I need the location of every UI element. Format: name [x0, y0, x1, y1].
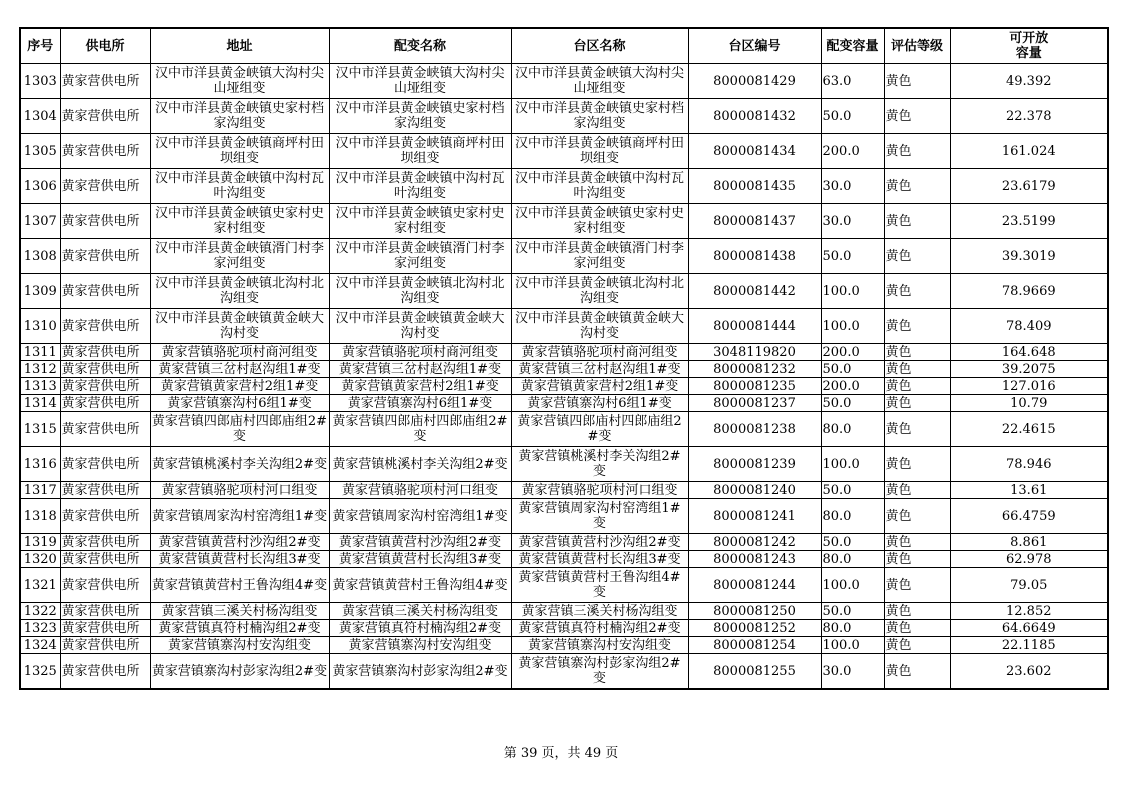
cell-transformer-name: 黄家营镇三溪关村杨沟组变: [329, 603, 511, 620]
cell-transformer-name: 汉中市洋县黄金峡镇大沟村尖山垭组变: [329, 64, 511, 99]
cell-station: 黄家营供电所: [60, 274, 150, 309]
table-row: [20, 274, 1108, 309]
header-row: [20, 28, 1108, 64]
cell-level: 黄色: [884, 654, 950, 690]
cell-area-name: 黄家营镇黄营村长沟组3#变: [511, 551, 688, 568]
cell-area-name: 黄家营镇三岔村赵沟组1#变: [511, 361, 688, 378]
cell-station: 黄家营供电所: [60, 361, 150, 378]
table-row: [20, 551, 1108, 568]
cell-area-code: 8000081241: [688, 499, 821, 534]
header-station: 供电所: [60, 28, 150, 64]
cell-area-code: 8000081237: [688, 395, 821, 412]
cell-area-code: 8000081235: [688, 378, 821, 395]
cell-station: 黄家营供电所: [60, 64, 150, 99]
cell-area-code: 8000081429: [688, 64, 821, 99]
cell-capacity: 80.0: [821, 551, 884, 568]
cell-area-name: 黄家营镇桃溪村李关沟组2#变: [511, 447, 688, 482]
cell-area-code: 8000081238: [688, 412, 821, 447]
table-row: [20, 361, 1108, 378]
cell-level: 黄色: [884, 534, 950, 551]
cell-area-name: 汉中市洋县黄金峡镇湑门村李家河组变: [511, 239, 688, 274]
cell-open-capacity: 78.946: [950, 447, 1108, 482]
cell-level: 黄色: [884, 412, 950, 447]
cell-level: 黄色: [884, 395, 950, 412]
cell-station: 黄家营供电所: [60, 378, 150, 395]
cell-open-capacity: 10.79: [950, 395, 1108, 412]
cell-capacity: 80.0: [821, 620, 884, 637]
table-body: [20, 64, 1108, 690]
cell-address: 黄家营镇黄营村长沟组3#变: [150, 551, 329, 568]
cell-no: 1303: [20, 64, 60, 99]
cell-area-name: 黄家营镇寨沟村彭家沟组2#变: [511, 654, 688, 690]
cell-area-name: 汉中市洋县黄金峡镇中沟村瓦叶沟组变: [511, 169, 688, 204]
cell-level: 黄色: [884, 169, 950, 204]
header-no: 序号: [20, 28, 60, 64]
cell-capacity: 50.0: [821, 534, 884, 551]
cell-area-name: 黄家营镇骆驼项村河口组变: [511, 482, 688, 499]
cell-station: 黄家营供电所: [60, 654, 150, 690]
cell-open-capacity: 66.4759: [950, 499, 1108, 534]
cell-address: 黄家营镇黄营村王鲁沟组4#变: [150, 568, 329, 603]
header-area-name: 台区名称: [511, 28, 688, 64]
cell-no: 1307: [20, 204, 60, 239]
cell-area-code: 8000081232: [688, 361, 821, 378]
cell-transformer-name: 黄家营镇黄营村王鲁沟组4#变: [329, 568, 511, 603]
cell-capacity: 30.0: [821, 204, 884, 239]
table-row: [20, 412, 1108, 447]
cell-level: 黄色: [884, 361, 950, 378]
cell-station: 黄家营供电所: [60, 412, 150, 447]
cell-address: 汉中市洋县黄金峡镇黄金峡大沟村变: [150, 309, 329, 344]
cell-area-name: 汉中市洋县黄金峡镇北沟村北沟组变: [511, 274, 688, 309]
page-footer: 第 39 页，共 49 页: [503, 746, 619, 761]
cell-open-capacity: 161.024: [950, 134, 1108, 169]
cell-transformer-name: 黄家营镇寨沟村彭家沟组2#变: [329, 654, 511, 690]
cell-area-name: 黄家营镇骆驼项村商河组变: [511, 344, 688, 361]
cell-transformer-name: 黄家营镇骆驼项村河口组变: [329, 482, 511, 499]
cell-level: 黄色: [884, 344, 950, 361]
cell-address: 汉中市洋县黄金峡镇北沟村北沟组变: [150, 274, 329, 309]
cell-no: 1314: [20, 395, 60, 412]
cell-transformer-name: 汉中市洋县黄金峡镇史家村史家村组变: [329, 204, 511, 239]
cell-address: 黄家营镇四郎庙村四郎庙组2#变: [150, 412, 329, 447]
cell-no: 1309: [20, 274, 60, 309]
cell-no: 1304: [20, 99, 60, 134]
cell-open-capacity: 13.61: [950, 482, 1108, 499]
table-row: [20, 239, 1108, 274]
cell-capacity: 100.0: [821, 568, 884, 603]
table-row: [20, 447, 1108, 482]
cell-level: 黄色: [884, 499, 950, 534]
cell-station: 黄家营供电所: [60, 499, 150, 534]
cell-station: 黄家营供电所: [60, 603, 150, 620]
table-row: [20, 637, 1108, 654]
cell-station: 黄家营供电所: [60, 344, 150, 361]
cell-capacity: 50.0: [821, 482, 884, 499]
cell-transformer-name: 黄家营镇寨沟村安沟组变: [329, 637, 511, 654]
cell-area-code: 8000081244: [688, 568, 821, 603]
table-row: [20, 499, 1108, 534]
cell-address: 黄家营镇骆驼项村河口组变: [150, 482, 329, 499]
cell-station: 黄家营供电所: [60, 99, 150, 134]
cell-station: 黄家营供电所: [60, 309, 150, 344]
cell-no: 1306: [20, 169, 60, 204]
cell-open-capacity: 164.648: [950, 344, 1108, 361]
cell-open-capacity: 39.3019: [950, 239, 1108, 274]
cell-no: 1312: [20, 361, 60, 378]
cell-open-capacity: 127.016: [950, 378, 1108, 395]
cell-open-capacity: 8.861: [950, 534, 1108, 551]
header-transformer-name: 配变名称: [329, 28, 511, 64]
cell-area-name: 汉中市洋县黄金峡镇商坪村田坝组变: [511, 134, 688, 169]
cell-area-code: 8000081242: [688, 534, 821, 551]
cell-no: 1324: [20, 637, 60, 654]
cell-area-name: 汉中市洋县黄金峡镇大沟村尖山垭组变: [511, 64, 688, 99]
cell-area-code: 8000081434: [688, 134, 821, 169]
cell-station: 黄家营供电所: [60, 204, 150, 239]
cell-capacity: 50.0: [821, 603, 884, 620]
cell-station: 黄家营供电所: [60, 534, 150, 551]
cell-area-code: 8000081432: [688, 99, 821, 134]
cell-no: 1325: [20, 654, 60, 690]
cell-address: 黄家营镇骆驼项村商河组变: [150, 344, 329, 361]
cell-transformer-name: 汉中市洋县黄金峡镇史家村档家沟组变: [329, 99, 511, 134]
cell-capacity: 100.0: [821, 447, 884, 482]
cell-no: 1305: [20, 134, 60, 169]
cell-area-code: 8000081435: [688, 169, 821, 204]
cell-area-code: 8000081239: [688, 447, 821, 482]
cell-capacity: 80.0: [821, 499, 884, 534]
cell-area-name: 黄家营镇黄营村王鲁沟组4#变: [511, 568, 688, 603]
cell-level: 黄色: [884, 637, 950, 654]
table-row: [20, 309, 1108, 344]
cell-address: 黄家营镇三岔村赵沟组1#变: [150, 361, 329, 378]
cell-address: 黄家营镇三溪关村杨沟组变: [150, 603, 329, 620]
cell-area-code: 8000081250: [688, 603, 821, 620]
cell-open-capacity: 23.602: [950, 654, 1108, 690]
cell-transformer-name: 汉中市洋县黄金峡镇黄金峡大沟村变: [329, 309, 511, 344]
cell-open-capacity: 79.05: [950, 568, 1108, 603]
cell-area-code: 8000081437: [688, 204, 821, 239]
table-row: [20, 344, 1108, 361]
cell-transformer-name: 黄家营镇真符村楠沟组2#变: [329, 620, 511, 637]
table-row: [20, 99, 1108, 134]
cell-open-capacity: 39.2075: [950, 361, 1108, 378]
cell-area-code: 8000081255: [688, 654, 821, 690]
header-area-code: 台区编号: [688, 28, 821, 64]
cell-capacity: 100.0: [821, 637, 884, 654]
cell-level: 黄色: [884, 378, 950, 395]
cell-area-code: 8000081442: [688, 274, 821, 309]
cell-no: 1323: [20, 620, 60, 637]
cell-station: 黄家营供电所: [60, 620, 150, 637]
cell-open-capacity: 23.6179: [950, 169, 1108, 204]
table-row: [20, 64, 1108, 99]
header-address: 地址: [150, 28, 329, 64]
cell-station: 黄家营供电所: [60, 395, 150, 412]
cell-area-code: 8000081240: [688, 482, 821, 499]
cell-transformer-name: 黄家营镇黄营村沙沟组2#变: [329, 534, 511, 551]
table-row: [20, 603, 1108, 620]
cell-address: 汉中市洋县黄金峡镇史家村史家村组变: [150, 204, 329, 239]
cell-station: 黄家营供电所: [60, 134, 150, 169]
cell-capacity: 50.0: [821, 361, 884, 378]
cell-area-code: 8000081438: [688, 239, 821, 274]
cell-no: 1311: [20, 344, 60, 361]
cell-capacity: 50.0: [821, 239, 884, 274]
cell-transformer-name: 汉中市洋县黄金峡镇商坪村田坝组变: [329, 134, 511, 169]
cell-station: 黄家营供电所: [60, 568, 150, 603]
cell-area-name: 黄家营镇黄家营村2组1#变: [511, 378, 688, 395]
table-row: [20, 134, 1108, 169]
header-capacity: 配变容量: [821, 28, 884, 64]
cell-capacity: 30.0: [821, 654, 884, 690]
cell-open-capacity: 22.378: [950, 99, 1108, 134]
cell-level: 黄色: [884, 239, 950, 274]
cell-level: 黄色: [884, 482, 950, 499]
cell-area-code: 8000081252: [688, 620, 821, 637]
cell-area-name: 黄家营镇三溪关村杨沟组变: [511, 603, 688, 620]
cell-level: 黄色: [884, 309, 950, 344]
cell-capacity: 200.0: [821, 344, 884, 361]
cell-transformer-name: 黄家营镇桃溪村李关沟组2#变: [329, 447, 511, 482]
cell-area-code: 8000081444: [688, 309, 821, 344]
cell-open-capacity: 23.5199: [950, 204, 1108, 239]
cell-open-capacity: 64.6649: [950, 620, 1108, 637]
cell-level: 黄色: [884, 551, 950, 568]
cell-capacity: 30.0: [821, 169, 884, 204]
cell-capacity: 80.0: [821, 412, 884, 447]
cell-open-capacity: 78.9669: [950, 274, 1108, 309]
cell-station: 黄家营供电所: [60, 239, 150, 274]
cell-level: 黄色: [884, 134, 950, 169]
cell-area-name: 汉中市洋县黄金峡镇史家村史家村组变: [511, 204, 688, 239]
cell-address: 黄家营镇桃溪村李关沟组2#变: [150, 447, 329, 482]
cell-area-code: 8000081254: [688, 637, 821, 654]
cell-address: 汉中市洋县黄金峡镇史家村档家沟组变: [150, 99, 329, 134]
cell-station: 黄家营供电所: [60, 447, 150, 482]
cell-no: 1308: [20, 239, 60, 274]
cell-capacity: 200.0: [821, 134, 884, 169]
cell-address: 汉中市洋县黄金峡镇商坪村田坝组变: [150, 134, 329, 169]
data-table: [19, 27, 1109, 690]
cell-level: 黄色: [884, 99, 950, 134]
cell-no: 1313: [20, 378, 60, 395]
cell-address: 黄家营镇黄营村沙沟组2#变: [150, 534, 329, 551]
cell-area-name: 黄家营镇真符村楠沟组2#变: [511, 620, 688, 637]
cell-area-code: 8000081243: [688, 551, 821, 568]
cell-no: 1317: [20, 482, 60, 499]
table-row: [20, 378, 1108, 395]
cell-no: 1315: [20, 412, 60, 447]
cell-transformer-name: 黄家营镇黄家营村2组1#变: [329, 378, 511, 395]
cell-open-capacity: 78.409: [950, 309, 1108, 344]
cell-area-name: 黄家营镇寨沟村6组1#变: [511, 395, 688, 412]
cell-area-name: 黄家营镇周家沟村窑湾组1#变: [511, 499, 688, 534]
cell-no: 1318: [20, 499, 60, 534]
cell-area-name: 汉中市洋县黄金峡镇黄金峡大沟村变: [511, 309, 688, 344]
cell-open-capacity: 49.392: [950, 64, 1108, 99]
cell-address: 黄家营镇寨沟村6组1#变: [150, 395, 329, 412]
table-row: [20, 482, 1108, 499]
cell-transformer-name: 汉中市洋县黄金峡镇中沟村瓦叶沟组变: [329, 169, 511, 204]
header-level: 评估等级: [884, 28, 950, 64]
cell-capacity: 100.0: [821, 274, 884, 309]
cell-no: 1310: [20, 309, 60, 344]
cell-open-capacity: 22.1185: [950, 637, 1108, 654]
cell-no: 1316: [20, 447, 60, 482]
cell-transformer-name: 汉中市洋县黄金峡镇湑门村李家河组变: [329, 239, 511, 274]
cell-level: 黄色: [884, 620, 950, 637]
cell-level: 黄色: [884, 64, 950, 99]
cell-level: 黄色: [884, 274, 950, 309]
cell-area-name: 黄家营镇寨沟村安沟组变: [511, 637, 688, 654]
header-open-capacity: 可开放 容量: [950, 28, 1108, 64]
cell-address: 黄家营镇寨沟村彭家沟组2#变: [150, 654, 329, 690]
cell-capacity: 63.0: [821, 64, 884, 99]
cell-transformer-name: 黄家营镇三岔村赵沟组1#变: [329, 361, 511, 378]
cell-capacity: 50.0: [821, 395, 884, 412]
cell-address: 黄家营镇黄家营村2组1#变: [150, 378, 329, 395]
table-row: [20, 654, 1108, 690]
cell-station: 黄家营供电所: [60, 169, 150, 204]
cell-area-name: 黄家营镇黄营村沙沟组2#变: [511, 534, 688, 551]
cell-transformer-name: 黄家营镇周家沟村窑湾组1#变: [329, 499, 511, 534]
cell-open-capacity: 62.978: [950, 551, 1108, 568]
cell-level: 黄色: [884, 568, 950, 603]
cell-no: 1321: [20, 568, 60, 603]
cell-transformer-name: 黄家营镇黄营村长沟组3#变: [329, 551, 511, 568]
cell-station: 黄家营供电所: [60, 551, 150, 568]
cell-transformer-name: 黄家营镇四郎庙村四郎庙组2#变: [329, 412, 511, 447]
cell-capacity: 50.0: [821, 99, 884, 134]
cell-transformer-name: 汉中市洋县黄金峡镇北沟村北沟组变: [329, 274, 511, 309]
cell-capacity: 100.0: [821, 309, 884, 344]
cell-capacity: 200.0: [821, 378, 884, 395]
cell-no: 1320: [20, 551, 60, 568]
cell-transformer-name: 黄家营镇寨沟村6组1#变: [329, 395, 511, 412]
table-row: [20, 169, 1108, 204]
cell-no: 1322: [20, 603, 60, 620]
cell-level: 黄色: [884, 204, 950, 239]
table-row: [20, 620, 1108, 637]
cell-station: 黄家营供电所: [60, 637, 150, 654]
cell-address: 汉中市洋县黄金峡镇大沟村尖山垭组变: [150, 64, 329, 99]
cell-address: 黄家营镇真符村楠沟组2#变: [150, 620, 329, 637]
cell-no: 1319: [20, 534, 60, 551]
cell-open-capacity: 12.852: [950, 603, 1108, 620]
cell-address: 黄家营镇寨沟村安沟组变: [150, 637, 329, 654]
cell-level: 黄色: [884, 603, 950, 620]
cell-transformer-name: 黄家营镇骆驼项村商河组变: [329, 344, 511, 361]
table-row: [20, 204, 1108, 239]
cell-station: 黄家营供电所: [60, 482, 150, 499]
cell-address: 黄家营镇周家沟村窑湾组1#变: [150, 499, 329, 534]
cell-level: 黄色: [884, 447, 950, 482]
cell-address: 汉中市洋县黄金峡镇湑门村李家河组变: [150, 239, 329, 274]
cell-open-capacity: 22.4615: [950, 412, 1108, 447]
table-row: [20, 568, 1108, 603]
cell-address: 汉中市洋县黄金峡镇中沟村瓦叶沟组变: [150, 169, 329, 204]
cell-area-code: 3048119820: [688, 344, 821, 361]
table-row: [20, 395, 1108, 412]
cell-area-name: 黄家营镇四郎庙村四郎庙组2#变: [511, 412, 688, 447]
table-row: [20, 534, 1108, 551]
cell-area-name: 汉中市洋县黄金峡镇史家村档家沟组变: [511, 99, 688, 134]
